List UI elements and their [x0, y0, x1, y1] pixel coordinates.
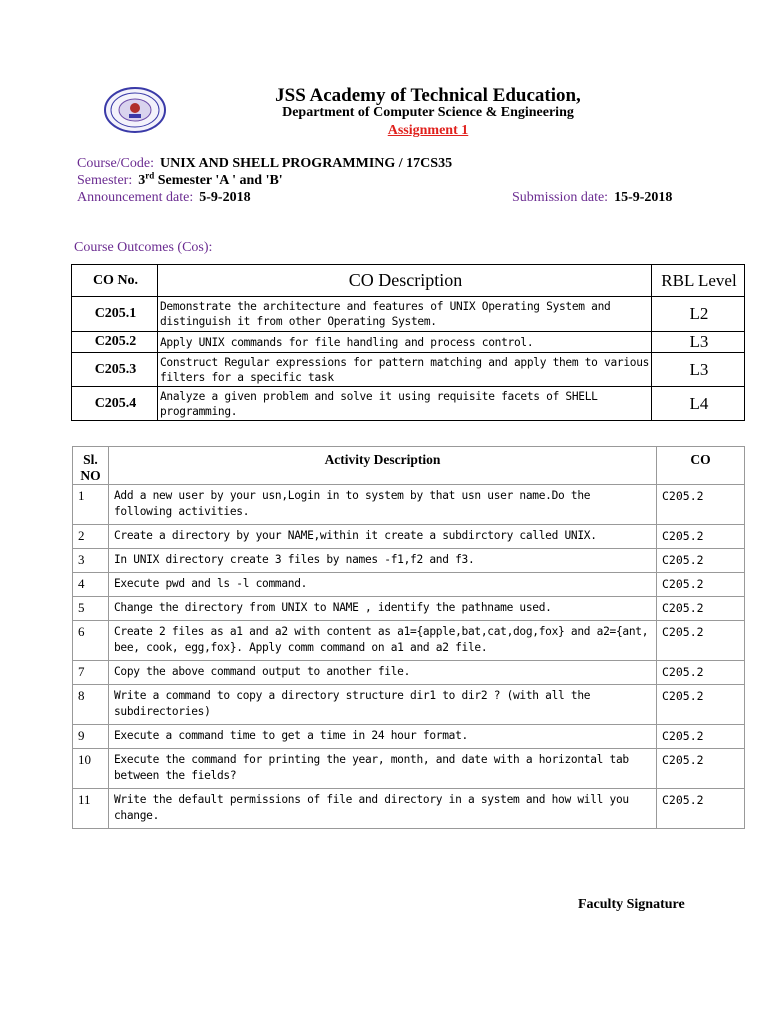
row-number: 11: [73, 789, 109, 829]
activity-description: Execute the command for printing the year, month, and date with a horizontal tab between the fields?: [109, 749, 657, 789]
row-number: 10: [73, 749, 109, 789]
table-row: [73, 485, 745, 525]
course-outcomes-heading: Course Outcomes (Cos):: [74, 240, 213, 255]
course-value: UNIX AND SHELL PROGRAMMING / 17CS35: [160, 156, 453, 171]
row-number: 8: [73, 685, 109, 725]
co-description: Demonstrate the architecture and features of UNIX Operating System and distinguish it from other Operating System.: [158, 297, 652, 332]
table-row: [73, 749, 745, 789]
semester-rest: Semester 'A ' and 'B': [157, 173, 283, 188]
rbl-level: L2: [652, 297, 745, 332]
activity-co: C205.2: [657, 725, 745, 749]
table-row: [73, 549, 745, 573]
faculty-signature-label: Faculty Signature: [578, 897, 685, 912]
rbl-level: L3: [652, 353, 745, 387]
course-label: Course/Code:: [77, 156, 154, 171]
table-row: [73, 661, 745, 685]
co-description: Analyze a given problem and solve it using requisite facets of SHELL programming.: [158, 387, 652, 421]
course-line: [77, 156, 452, 172]
table-row: [73, 573, 745, 597]
co-number: C205.1: [72, 297, 158, 332]
course-outcomes-table: [71, 264, 745, 421]
co-header: CO: [657, 447, 745, 485]
row-number: 4: [73, 573, 109, 597]
announcement-line: [77, 190, 251, 206]
activity-description: In UNIX directory create 3 files by names -f1,f2 and f3.: [109, 549, 657, 573]
activity-description: Write a command to copy a directory structure dir1 to dir2 ? (with all the subdirectories): [109, 685, 657, 725]
semester-number: 3: [138, 173, 146, 188]
activity-description: Execute pwd and ls -l command.: [109, 573, 657, 597]
rbl-level: L4: [652, 387, 745, 421]
row-number: 3: [73, 549, 109, 573]
co-no-header: CO No.: [72, 265, 158, 297]
row-number: 9: [73, 725, 109, 749]
table-row: [73, 725, 745, 749]
semester-label: Semester:: [77, 173, 133, 188]
activity-co: C205.2: [657, 573, 745, 597]
activities-table: [72, 446, 745, 829]
row-number: 7: [73, 661, 109, 685]
semester-suffix: rd: [145, 170, 155, 181]
activity-co: C205.2: [657, 749, 745, 789]
co-row: [72, 353, 745, 387]
activity-co: C205.2: [657, 525, 745, 549]
announcement-date: 5-9-2018: [199, 190, 251, 205]
activity-description: Create a directory by your NAME,within it create a subdirctory called UNIX.: [109, 525, 657, 549]
co-row: [72, 387, 745, 421]
activity-description: Copy the above command output to another file.: [109, 661, 657, 685]
activity-description: Change the directory from UNIX to NAME , identify the pathname used.: [109, 597, 657, 621]
activity-co: C205.2: [657, 549, 745, 573]
activity-description: Write the default permissions of file and directory in a system and how will you change.: [109, 789, 657, 829]
assignment-title: Assignment 1: [387, 123, 469, 138]
table-row: [73, 685, 745, 725]
table-row: [73, 597, 745, 621]
co-number: C205.4: [72, 387, 158, 421]
activity-co: C205.2: [657, 485, 745, 525]
submission-line: [512, 190, 672, 206]
activity-description: Execute a command time to get a time in 24 hour format.: [109, 725, 657, 749]
co-description: Construct Regular expressions for pattern matching and apply them to various filters for a specific task: [158, 353, 652, 387]
co-row: [72, 297, 745, 332]
submission-date: 15-9-2018: [614, 190, 673, 205]
activity-description: Add a new user by your usn,Login in to system by that usn user name.Do the following activities.: [109, 485, 657, 525]
activity-co: C205.2: [657, 789, 745, 829]
table-row: [73, 525, 745, 549]
activity-co: C205.2: [657, 661, 745, 685]
institution-name: JSS Academy of Technical Education,: [275, 85, 581, 106]
activities-header-row: [73, 447, 745, 485]
row-number: 2: [73, 525, 109, 549]
table-row: [73, 789, 745, 829]
co-description: Apply UNIX commands for file handling and process control.: [158, 332, 652, 353]
activity-description-header: Activity Description: [109, 447, 657, 485]
sl-no-header: Sl. NO: [73, 447, 109, 485]
co-number: C205.3: [72, 353, 158, 387]
semester-line: [77, 170, 283, 189]
table-row: [73, 621, 745, 661]
announcement-label: Announcement date:: [77, 190, 194, 205]
co-number: C205.2: [72, 332, 158, 353]
activity-co: C205.2: [657, 685, 745, 725]
co-description-header: CO Description: [158, 265, 652, 297]
rbl-level: L3: [652, 332, 745, 353]
activity-co: C205.2: [657, 621, 745, 661]
submission-label: Submission date:: [512, 190, 609, 205]
co-row: [72, 332, 745, 353]
row-number: 1: [73, 485, 109, 525]
activity-co: C205.2: [657, 597, 745, 621]
co-header-row: [72, 265, 745, 297]
row-number: 6: [73, 621, 109, 661]
rbl-level-header: RBL Level: [652, 265, 745, 297]
row-number: 5: [73, 597, 109, 621]
activity-description: Create 2 files as a1 and a2 with content as a1={apple,bat,cat,dog,fox} and a2={ant, bee, cook, egg,fox}. Apply comm command on a1 and a2 file.: [109, 621, 657, 661]
department-name: Department of Computer Science & Engineering: [282, 105, 574, 120]
